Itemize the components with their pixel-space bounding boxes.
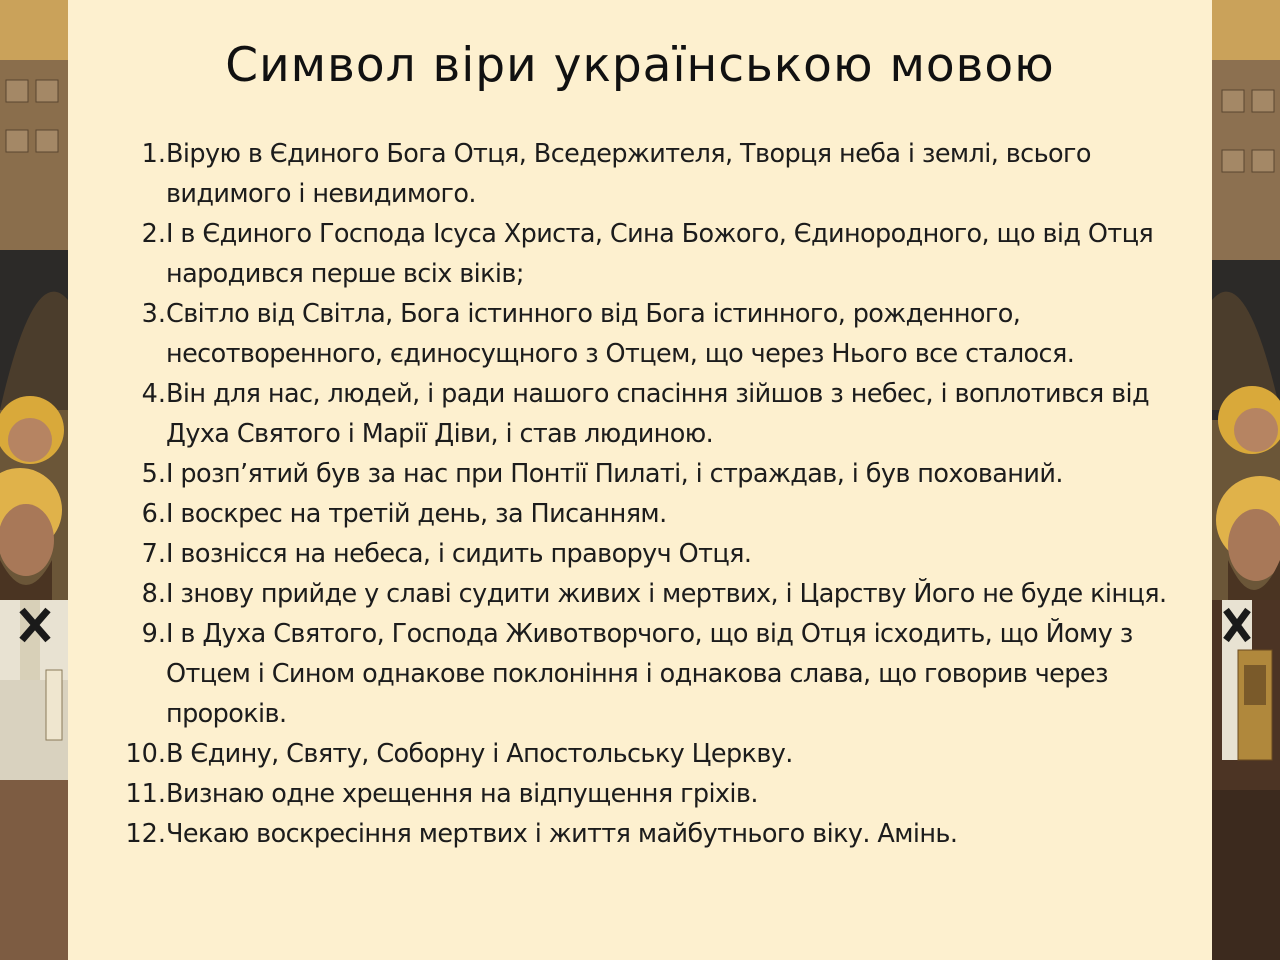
item-text: І воскрес на третій день, за Писанням. bbox=[166, 499, 667, 529]
item-number: 6. bbox=[141, 499, 166, 529]
item-number: 7. bbox=[141, 539, 166, 569]
item-text: І знову прийде у славі судити живих і мертвих, і Царству Його не буде кінця. bbox=[166, 579, 1167, 609]
item-number: 4. bbox=[141, 379, 166, 409]
item-text: В Єдину, Святу, Соборну і Апостольську Церкву. bbox=[166, 739, 793, 769]
list-item bbox=[68, 454, 1212, 494]
item-number: 3. bbox=[141, 299, 166, 329]
icon-fresco-right bbox=[1212, 0, 1280, 960]
item-text: Він для нас, людей, і ради нашого спасіння зійшов з небес, і воплотився від Духа Святого і Марії Діви, і став людиною. bbox=[166, 379, 1150, 449]
list-item bbox=[68, 374, 1212, 454]
item-text: І в Духа Святого, Господа Животворчого, що від Отця ісходить, що Йому з Отцем і Сином однакове поклоніння і однакова слава, що говорив через пророків. bbox=[166, 619, 1133, 729]
list-item bbox=[68, 134, 1212, 214]
item-number: 5. bbox=[141, 459, 166, 489]
creed-list bbox=[68, 134, 1212, 854]
item-text: Світло від Світла, Бога істинного від Бога істинного, рожденного, несотворенного, єдиносущного з Отцем, що через Нього все сталося. bbox=[166, 299, 1075, 369]
item-text: І вознісся на небеса, і сидить праворуч Отця. bbox=[166, 539, 752, 569]
list-item bbox=[68, 614, 1212, 734]
list-item bbox=[68, 214, 1212, 294]
list-item bbox=[68, 574, 1212, 614]
list-item bbox=[68, 534, 1212, 574]
fresco-saints-left-image bbox=[0, 0, 68, 960]
item-text: І в Єдиного Господа Ісуса Христа, Сина Божого, Єдинородного, що від Отця народився перше всіх віків; bbox=[166, 219, 1154, 289]
list-item bbox=[68, 294, 1212, 374]
item-text: Визнаю одне хрещення на відпущення гріхів. bbox=[166, 779, 758, 809]
item-number: 11. bbox=[125, 779, 166, 809]
item-number: 2. bbox=[141, 219, 166, 249]
list-item bbox=[68, 734, 1212, 774]
fresco-saints-right-image bbox=[1212, 0, 1280, 960]
list-item bbox=[68, 774, 1212, 814]
item-number: 9. bbox=[141, 619, 166, 649]
item-number: 12. bbox=[125, 819, 166, 849]
item-number: 8. bbox=[141, 579, 166, 609]
page-title: Символ віри українською мовою bbox=[225, 38, 1055, 93]
creed-card bbox=[68, 0, 1212, 960]
icon-fresco-left bbox=[0, 0, 68, 960]
item-text: Вірую в Єдиного Бога Отця, Вседержителя, Творця неба і землі, всього видимого і невидимого. bbox=[166, 139, 1091, 209]
item-number: 1. bbox=[141, 139, 166, 169]
list-item bbox=[68, 494, 1212, 534]
item-text: І розп’ятий був за нас при Понтії Пилаті, і страждав, і був похований. bbox=[166, 459, 1063, 489]
item-number: 10. bbox=[125, 739, 166, 769]
list-item bbox=[68, 814, 1212, 854]
item-text: Чекаю воскресіння мертвих і життя майбутнього віку. Амінь. bbox=[166, 819, 958, 849]
